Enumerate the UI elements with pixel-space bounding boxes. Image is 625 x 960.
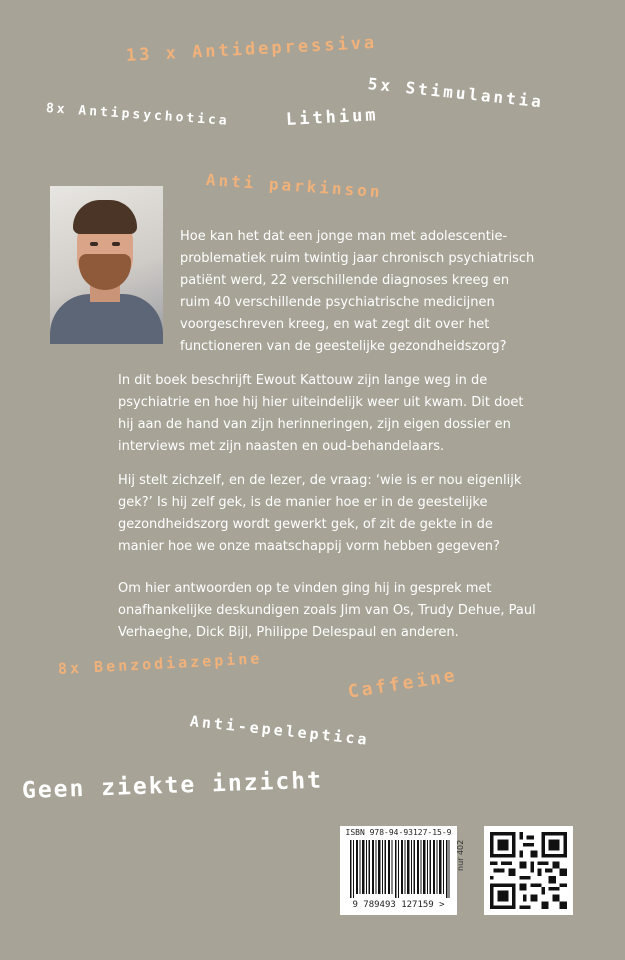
doodle-benzodiazepine: 8x Benzodiazepine xyxy=(57,649,263,678)
blurb-paragraph-2: In dit boek beschrijft Ewout Kattouw zijn lange weg in de psychiatrie en hoe hij hier uiteindelijk weer uit kwam. Dit doet hij aan de hand van zijn herinneringen, zijn eigen dossier en interviews met zijn naasten en oud-behandelaars. xyxy=(118,373,524,454)
barcode-bars xyxy=(350,840,450,898)
author-portrait xyxy=(50,186,163,344)
blurb-paragraph-1: Hoe kan het dat een jonge man met adolescentie-problematiek ruim twintig jaar chronisch psychiatrisch patiënt werd, 22 verschillende diagnoses kreeg en ruim 40 verschillende psychiatrische medicijnen voorgeschreven kreeg, en wat zegt dit over het functioneren van de geestelijke gezondheidszorg? xyxy=(180,229,535,354)
isbn-digits: 9 789493 127159 > xyxy=(352,900,445,910)
doodle-anti-parkinson: Anti parkinson xyxy=(205,170,384,202)
doodle-antipsychotica: 8x Antipsychotica xyxy=(45,101,231,129)
doodle-geen-ziekte-inzicht: Geen ziekte inzicht xyxy=(21,767,324,804)
qr-code xyxy=(484,826,573,915)
doodle-caffeine: Caffeïne xyxy=(346,664,459,703)
nur-code: nur 402 xyxy=(456,839,465,871)
doodle-lithium: Lithium xyxy=(285,105,380,130)
doodle-antidepressiva: 13 x Antidepressiva xyxy=(125,32,378,66)
doodle-anti-epeleptica: Anti-epeleptica xyxy=(189,712,371,749)
isbn-label: ISBN 978-94-93127-15-9 xyxy=(345,828,452,837)
blurb-paragraph-3: Hij stelt zichzelf, en de lezer, de vraag: ‘wie is er nou eigenlijk gek?’ Is hij zelf gek, is de manier hoe er in de geestelijke gezondheidszorg wordt gewerkt gek, of zit de gekte in de manier hoe we onze maatschappij vorm hebben gegeven? xyxy=(118,473,522,554)
isbn-barcode xyxy=(340,826,457,915)
blurb-paragraph-4: Om hier antwoorden op te vinden ging hij in gesprek met onafhankelijke deskundigen zoals Jim van Os, Trudy Dehue, Paul Verhaeghe, Dick Bijl, Philippe Delespaul en anderen. xyxy=(118,581,536,640)
doodle-stimulantia: 5x Stimulantia xyxy=(367,74,545,112)
